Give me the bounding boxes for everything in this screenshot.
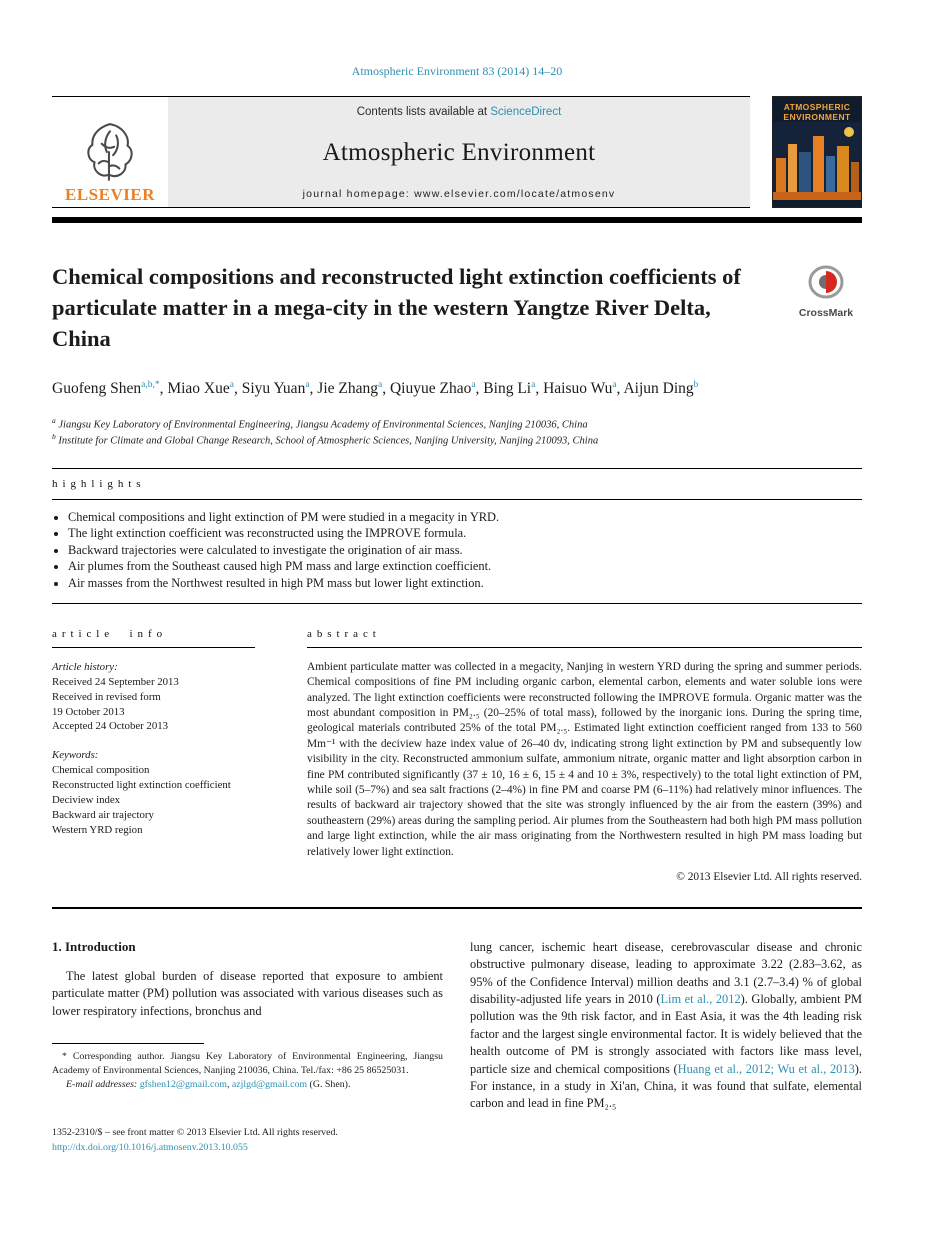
author-affil-marks: a [229, 379, 234, 390]
journal-title: Atmospheric Environment [322, 139, 596, 166]
intro-paragraph-right [470, 939, 862, 1113]
author-affil-marks: b [693, 379, 699, 390]
author-name: Siyu Yuan [241, 380, 306, 398]
abstract-text: Ambient particulate matter was collected in a megacity, Nanjing in western YRD during the spring and summer periods. Chemical compositions of fine PM including organic carbon, elemental carbon, elements and water soluble ions were analyzed. The light extinction coefficients were reconstructed following the IMPROVE formula. Organic matter was the most abundant composition in PM₂.₅ (20–25% of total mass), followed by the inorganic ions. During the spring time, geological materials contributed 25% of the total PM₂.₅. Estimated light extinction coefficient ranged from 133 to 560 Mm⁻¹ with the deciview haze index value of 26–40 dv, indicating strong light extinction by PM and subsequently low visibility in the city. Reconstructed ammonium sulfate, ammonium nitrate, organic matter and light absorption carbon in fine PM contributed significantly (37 ± 10, 16 ± 6, 15 ± 4 and 10 ± 3%, respectively) to the total light extinction of PM, while soil (5–7%) and sea salt fractions (2–4%) in fine PM and coarse PM (6–11%) had relatively minor influences. The results of backward air trajectory showed that the site was strongly influenced by the air from the eastern (39%) and southeastern (29%) areas during the sampling period. Air plumes from the Southeastern had both high PM mass pollution and large light extinction, while the air mass originating from the Northwestern resulted in high PM mass loading but relatively lower light extinction. [307, 660, 862, 858]
author-separator: , [309, 380, 318, 398]
crossmark-label: CrossMark [798, 307, 854, 319]
keyword: Chemical composition [52, 764, 150, 777]
keywords-label: Keywords: [52, 749, 99, 762]
email-label: E-mail addresses: [66, 1078, 138, 1090]
masthead-divider [52, 217, 862, 223]
intro-right-column [470, 939, 862, 1113]
sciencedirect-link[interactable]: ScienceDirect [490, 106, 562, 118]
author [543, 380, 623, 397]
highlights-heading: highlights [52, 478, 146, 491]
journal-cover-image [772, 96, 862, 208]
affiliation-text: Institute for Climate and Global Change Research, School of Atmospheric Sciences, Nanjing University, Nanjing 210093, China [58, 435, 599, 447]
keyword: Deciview index [52, 794, 121, 807]
author-separator: , [616, 380, 624, 398]
author-name: Guofeng Shen [52, 380, 142, 398]
contents-line [174, 106, 744, 118]
history-line: Received 24 September 2013 [52, 675, 179, 688]
author-name: Jie Zhang [317, 380, 378, 398]
journal-homepage-link[interactable]: journal homepage: www.elsevier.com/locate/atmosenv [302, 188, 616, 200]
footnote-rule [52, 1043, 204, 1044]
author-affil-marks: a [612, 379, 617, 390]
masthead-banner [52, 96, 750, 208]
email-suffix: (G. Shen). [307, 1078, 351, 1090]
author-name: Qiuyue Zhao [389, 380, 472, 398]
corresponding-author-footnote [52, 1043, 443, 1092]
citation-link[interactable]: Lim et al., 2012 [660, 992, 741, 1007]
body-text: ). For instance, in a study in Xi'an, China, it was found that sulfate, elemental carbon and lead in fine PM₂.₅ [470, 1061, 863, 1111]
highlight-item: • Air plumes from the Southeast caused high PM mass and large extinction coefficient. [68, 558, 862, 574]
author [390, 380, 483, 397]
author [242, 380, 318, 397]
author-separator: , [159, 380, 168, 398]
email-link-2[interactable]: azjlgd@gmail.com [231, 1078, 308, 1090]
author-name: Haisuo Wu [543, 380, 613, 398]
highlight-item: • The light extinction coefficient was reconstructed using the IMPROVE formula. [68, 525, 862, 541]
affiliation [52, 432, 862, 449]
elsevier-wordmark: ELSEVIER [65, 185, 155, 204]
author [167, 380, 241, 397]
author-list [52, 378, 712, 400]
abstract-copyright: © 2013 Elsevier Ltd. All rights reserved. [676, 871, 862, 883]
crossmark-badge[interactable] [790, 261, 862, 354]
affiliation [52, 416, 862, 433]
body-text: ). Globally, ambient PM pollution was the 9th risk factor, and in East Asia, it was the 4th leading risk factor and the largest single environmental factor. It is widely believed that the health outcome of PM is strongly associated with factors like mass level, particle size and chemical compositions ( [470, 992, 862, 1076]
issn-copyright-line: 1352-2310/$ – see front matter © 2013 Elsevier Ltd. All rights reserved. [52, 1127, 338, 1138]
citation-link[interactable]: Huang et al., 2012; Wu et al., 2013 [677, 1061, 855, 1076]
author [317, 380, 390, 397]
author-separator: , [475, 380, 484, 398]
article-history-label: Article history: [52, 660, 118, 673]
intro-paragraph-left: The latest global burden of disease reported that exposure to ambient particulate matter (PM) pollution was associated with various diseases such as lower respiratory infections, bronchus and [52, 969, 443, 1018]
abstract-heading: abstract [307, 627, 381, 640]
author-name: Miao Xue [167, 380, 230, 398]
history-line: Received in revised form [52, 690, 161, 703]
author-separator: , [535, 380, 544, 398]
affiliation-text: Jiangsu Key Laboratory of Environmental Engineering, Jiangsu Academy of Environmental Sciences, Nanjing 210036, China [58, 419, 588, 431]
highlight-item: • Backward trajectories were calculated to investigate the origination of air mass. [68, 542, 862, 558]
author-name: Aijun Ding [623, 380, 694, 398]
cover-title [783, 97, 850, 122]
keyword: Reconstructed light extinction coefficient [52, 779, 231, 792]
history-line: Accepted 24 October 2013 [52, 720, 169, 733]
abstract-divider [52, 907, 862, 909]
author [52, 380, 167, 397]
cover-skyline-image [773, 122, 861, 200]
masthead [52, 96, 862, 208]
footnote-text: * Corresponding author. Jiangsu Key Laboratory of Environmental Engineering, Jiangsu Academy of Environmental Sciences, Nanjing 210036, China. Tel./fax: +86 25 86525031. [52, 1051, 443, 1076]
imprint-block [52, 1126, 338, 1156]
highlight-item: • Air masses from the Northwest resulted in high PM mass but lower light extinction. [68, 575, 862, 591]
highlight-item: • Chemical compositions and light extinction of PM were studied in a megacity in YRD. [68, 509, 862, 525]
highlights-section [52, 468, 862, 500]
affiliation-mark: a [52, 415, 56, 425]
highlights-list [52, 500, 862, 601]
author-separator: , [382, 380, 390, 398]
author [483, 380, 543, 397]
author [623, 380, 698, 397]
author-affil-marks: a [531, 379, 536, 390]
article-info-heading: article info [52, 627, 168, 640]
body-text: lung cancer, ischemic heart disease, cerebrovascular disease and chronic obstructive pulmonary disease, leading to approximate 3.22 (2.83–3.62, as 95% of the Confidence Interval) million deaths and 3.1 (2.7–3.4) % of global disability-adjusted life years in 2010 ( [470, 940, 862, 1007]
crossmark-icon [808, 265, 844, 304]
highlights-divider [52, 603, 862, 604]
keyword: Backward air trajectory [52, 808, 154, 821]
author-affil-marks: a,b,* [141, 379, 160, 390]
article-info-column [52, 620, 255, 883]
affiliation-list [52, 416, 862, 449]
author-affil-marks: a [305, 379, 310, 390]
author-affil-marks: a [471, 379, 476, 390]
email-link-1[interactable]: gfshen12@gmail.com [139, 1078, 227, 1090]
history-line: 19 October 2013 [52, 705, 125, 718]
journal-banner [168, 97, 750, 207]
author-separator: , [233, 380, 242, 398]
affiliation-mark: b [52, 432, 56, 442]
abstract-column [307, 620, 862, 883]
contents-prefix: Contents lists available at [356, 106, 491, 118]
section-heading-introduction: 1. Introduction [52, 939, 136, 954]
author-affil-marks: a [378, 379, 383, 390]
footnote-emails [52, 1078, 443, 1092]
doi-link[interactable]: http://dx.doi.org/10.1016/j.atmosenv.2013.10.055 [52, 1141, 248, 1153]
journal-reference: Atmospheric Environment 83 (2014) 14–20 [351, 64, 563, 78]
cover-title-line2: ENVIRONMENT [783, 112, 851, 123]
cover-title-line1: ATMOSPHERIC [783, 102, 851, 112]
article-title: Chemical compositions and reconstructed light extinction coefficients of particulate matter in a mega-city in the western Yangtze River Delta, China [52, 264, 741, 352]
author-name: Bing Li [483, 380, 532, 398]
keyword: Western YRD region [52, 823, 143, 836]
elsevier-tree-icon [79, 121, 141, 183]
elsevier-logo [52, 97, 168, 207]
email-separator: , [226, 1078, 232, 1090]
